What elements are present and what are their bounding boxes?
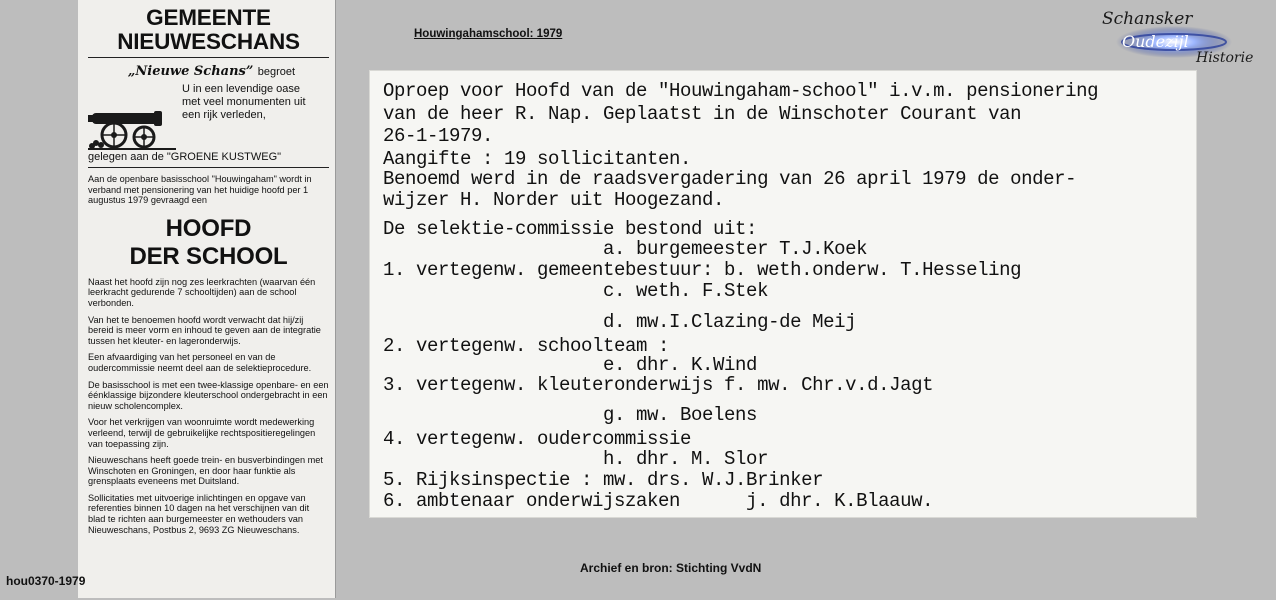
clipping-begroot: begroet <box>257 66 296 78</box>
clipping-title-line2: NIEUWESCHANS <box>117 29 300 54</box>
newspaper-clipping <box>78 0 336 598</box>
clipping-divider <box>88 167 329 168</box>
typed-line: 5. Rijksinspectie : mw. drs. W.J.Brinker <box>383 469 824 491</box>
typed-line: 26-1-1979. <box>383 125 494 147</box>
clipping-heading-line1: HOOFD <box>165 214 252 242</box>
typed-line: 4. vertegenw. oudercommissie <box>383 428 692 450</box>
typed-line: Oproep voor Hoofd van de "Houwingaham-school" i.v.m. pensionering <box>383 80 1099 102</box>
typed-line: d. mw.I.Clazing-de Meij <box>383 311 857 333</box>
clipping-paragraph: Sollicitaties met uitvoerige inlichtingen en opgave van referenties binnen 10 dagen na het verschijnen van dit blad te richten aan burgemeester en wethouders van Nieuweschans, Postbus 2, 9693 ZG Nieuweschans. <box>88 492 310 535</box>
clipping-intro: Aan de openbare basisschool "Houwingaham" wordt in verband met pensionering van het huidige hoofd per 1 augustus 1979 gevraagd een <box>88 174 312 206</box>
typed-line: Aangifte : 19 sollicitanten. <box>383 148 692 170</box>
slogan-line: een rijk verleden, <box>182 109 266 121</box>
logo-line3: Historie <box>1196 50 1254 66</box>
typed-line: 6. ambtenaar onderwijszaken j. dhr. K.Blaauw. <box>383 490 934 512</box>
typed-line: 1. vertegenw. gemeentebestuur: b. weth.onderw. T.Hesseling <box>383 259 1022 281</box>
typed-line: a. burgemeester T.J.Koek <box>383 238 868 260</box>
clipping-town-name: „Nieuwe Schans” <box>127 64 254 79</box>
typed-line: Benoemd werd in de raadsvergadering van 26 april 1979 de onder- <box>383 168 1077 190</box>
slogan-last-line: gelegen aan de "GROENE KUSTWEG" <box>88 151 282 163</box>
clipping-paragraph: Van het te benoemen hoofd wordt verwacht dat hij/zij bereid is meer vorm en inhoud te geven aan de integratie tussen het kleuter- en lageronderwijs. <box>88 314 321 346</box>
typed-line: 2. vertegenw. schoolteam : <box>383 335 670 357</box>
archive-code: hou0370-1979 <box>6 574 86 588</box>
slogan-line: U in een levendige oase <box>182 83 301 95</box>
typed-line: h. dhr. M. Slor <box>383 448 769 470</box>
typed-line: g. mw. Boelens <box>383 404 758 426</box>
site-logo <box>1100 4 1270 66</box>
typed-line: De selektie-commissie bestond uit: <box>383 218 758 240</box>
clipping-title-line1: GEMEENTE <box>146 5 271 30</box>
page-title: Houwingahamschool: 1979 <box>414 28 563 40</box>
typed-line: wijzer H. Norder uit Hoogezand. <box>383 189 725 211</box>
typewritten-document <box>369 70 1197 518</box>
typed-line: c. weth. F.Stek <box>383 280 769 302</box>
source-credit: Archief en bron: Stichting VvdN <box>580 561 762 575</box>
logo-line1: Schansker <box>1102 9 1193 29</box>
typed-line: van de heer R. Nap. Geplaatst in de Winschoter Courant van <box>383 103 1022 125</box>
typed-line: e. dhr. K.Wind <box>383 354 758 376</box>
clipping-heading-line2: DER SCHOOL <box>129 242 288 270</box>
clipping-paragraph: Een afvaardiging van het personeel en van de oudercommissie neemt deel aan de selektieprocedure. <box>88 352 312 373</box>
clipping-paragraph: De basisschool is met een twee-klassige openbare- en een éénklassige bijzondere kleuterschool ondergebracht in een nieuw scholencomplex. <box>88 379 329 411</box>
logo-line2: Oudezijl <box>1122 32 1189 51</box>
clipping-paragraph: Nieuweschans heeft goede trein- en busverbindingen met Winschoten en Groningen, en door haar funktie als grensplaats eveneens met Duitsland. <box>88 455 323 487</box>
clipping-paragraph: Voor het verkrijgen van woonruimte wordt medewerking verleend, terwijl de gebruikelijke rechtspositieregelingen van toepassing zijn. <box>88 417 316 449</box>
slogan-line: met veel monumenten uit <box>182 96 306 108</box>
clipping-paragraph: Naast het hoofd zijn nog zes leerkrachten (waarvan één leerkracht gedurende 7 schooltijden) aan de school verbonden. <box>88 276 316 308</box>
clipping-divider <box>88 57 329 58</box>
typed-line: 3. vertegenw. kleuteronderwijs f. mw. Chr.v.d.Jagt <box>383 374 934 396</box>
cannon-icon <box>88 99 180 151</box>
